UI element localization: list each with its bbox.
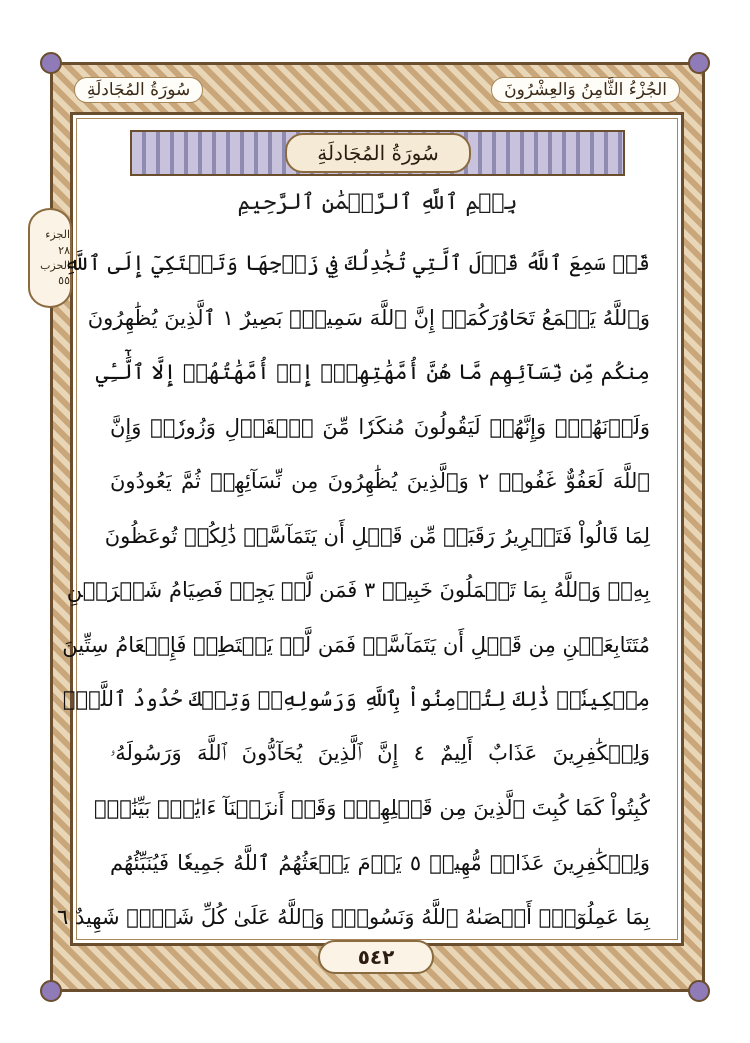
verse-line: وَلِلۡكَٰفِرِينَ عَذَابٌ أَلِيمٌ ٤ إِنَّ ٱلَّذِينَ يُحَآدُّونَ ٱللَّهَ وَرَسُولَهُۥ xyxy=(110,741,650,766)
verse-line: مِنكُم مِّن نِّسَآئِهِم مَّا هُنَّ أُمَّهَٰتِهِمۡۖ إِنۡ أُمَّهَٰتُهُمۡ إِلَّا ٱلَّٰٓـِٔي xyxy=(95,360,650,385)
corner-ornament-icon xyxy=(688,52,710,74)
header-juz-name: الجُزْءُ الثَّامِنُ وَالعِشْرُونَ xyxy=(491,77,680,103)
page-number: ٥٤٢ xyxy=(318,940,434,974)
verse-line: بِهِۦۚ وَٱللَّهُ بِمَا تَعۡمَلُونَ خَبِيرٞ ٣ فَمَن لَّمۡ يَجِدۡ فَصِيَامُ شَهۡرَيۡنِ xyxy=(66,578,650,603)
verse-line: ٱللَّهَ لَعَفُوٌّ غَفُورٞ ٢ وَٱلَّذِينَ يُظَٰهِرُونَ مِن نِّسَآئِهِمۡ ثُمَّ يَعُودُونَ xyxy=(110,469,650,494)
verse-line: بِمَا عَمِلُوٓاْۚ أَحۡصَىٰهُ ٱللَّهُ وَنَسُوهُۚ وَٱللَّهُ عَلَىٰ كُلِّ شَيۡءٖ شَهِيدٌ ٦ xyxy=(56,905,650,930)
verses-block xyxy=(56,236,650,945)
verse-line: قَدۡ سَمِعَ ٱللَّهُ قَوۡلَ ٱلَّتِي تُجَٰدِلُكَ فِي زَوۡجِهَا وَتَشۡتَكِيٓ إِلَى ٱللَّهِ xyxy=(64,251,650,276)
verse-line: وَلَدۡنَهُمۡۚ وَإِنَّهُمۡ لَيَقُولُونَ مُنكَرٗا مِّنَ ٱلۡقَوۡلِ وَزُورٗاۚ وَإِنَّ xyxy=(110,414,650,439)
basmala: بِسۡمِ ٱللَّهِ ٱلرَّحۡمَٰنِ ٱلرَّحِيمِ xyxy=(237,190,518,215)
header-surah-name: سُورَةُ المُجَادلَةِ xyxy=(74,77,203,103)
verse-line: مُتَتَابِعَيۡنِ مِن قَبۡلِ أَن يَتَمَآسَّاۖ فَمَن لَّمۡ يَسۡتَطِعۡ فَإِطۡعَامُ سِتِّينَ xyxy=(62,632,650,657)
juz-label: الجزء ٢٨ xyxy=(45,228,70,257)
corner-ornament-icon xyxy=(688,980,710,1002)
verse-line: وَلِلۡكَٰفِرِينَ عَذَابٞ مُّهِينٞ ٥ يَوۡمَ يَبۡعَثُهُمُ ٱللَّهُ جَمِيعٗا فَيُنَبِّئُهُم xyxy=(110,850,650,875)
surah-title: سُورَةُ المُجَادلَةِ xyxy=(317,141,439,165)
corner-ornament-icon xyxy=(40,52,62,74)
corner-ornament-icon xyxy=(40,980,62,1002)
hizb-label: الحزب ٥٥ xyxy=(40,259,70,288)
verse-line: مِسۡكِينٗاۚ ذَٰلِكَ لِتُؤۡمِنُواْ بِٱللَّهِ وَرَسُولِهِۦۚ وَتِلۡكَ حُدُودُ ٱللَّهِۗ xyxy=(62,687,650,712)
page-header xyxy=(74,74,680,106)
verse-line: لِمَا قَالُواْ فَتَحۡرِيرُ رَقَبَةٖ مِّن قَبۡلِ أَن يَتَمَآسَّاۚ ذَٰلِكُمۡ تُوعَظُونَ xyxy=(104,523,650,548)
surah-title-box xyxy=(285,133,471,173)
verse-line: كُبِتُواْ كَمَا كُبِتَ ٱلَّذِينَ مِن قَبۡلِهِمۡۚ وَقَدۡ أَنزَلۡنَآ ءَايَٰتِۭ بَيِّنَٰتٖۚ xyxy=(94,796,650,821)
verse-line: وَٱللَّهُ يَسۡمَعُ تَحَاوُرَكُمَآۚ إِنَّ ٱللَّهَ سَمِيعُۢ بَصِيرٌ ١ ٱلَّذِينَ يُظَٰهِرُونَ xyxy=(87,305,650,330)
